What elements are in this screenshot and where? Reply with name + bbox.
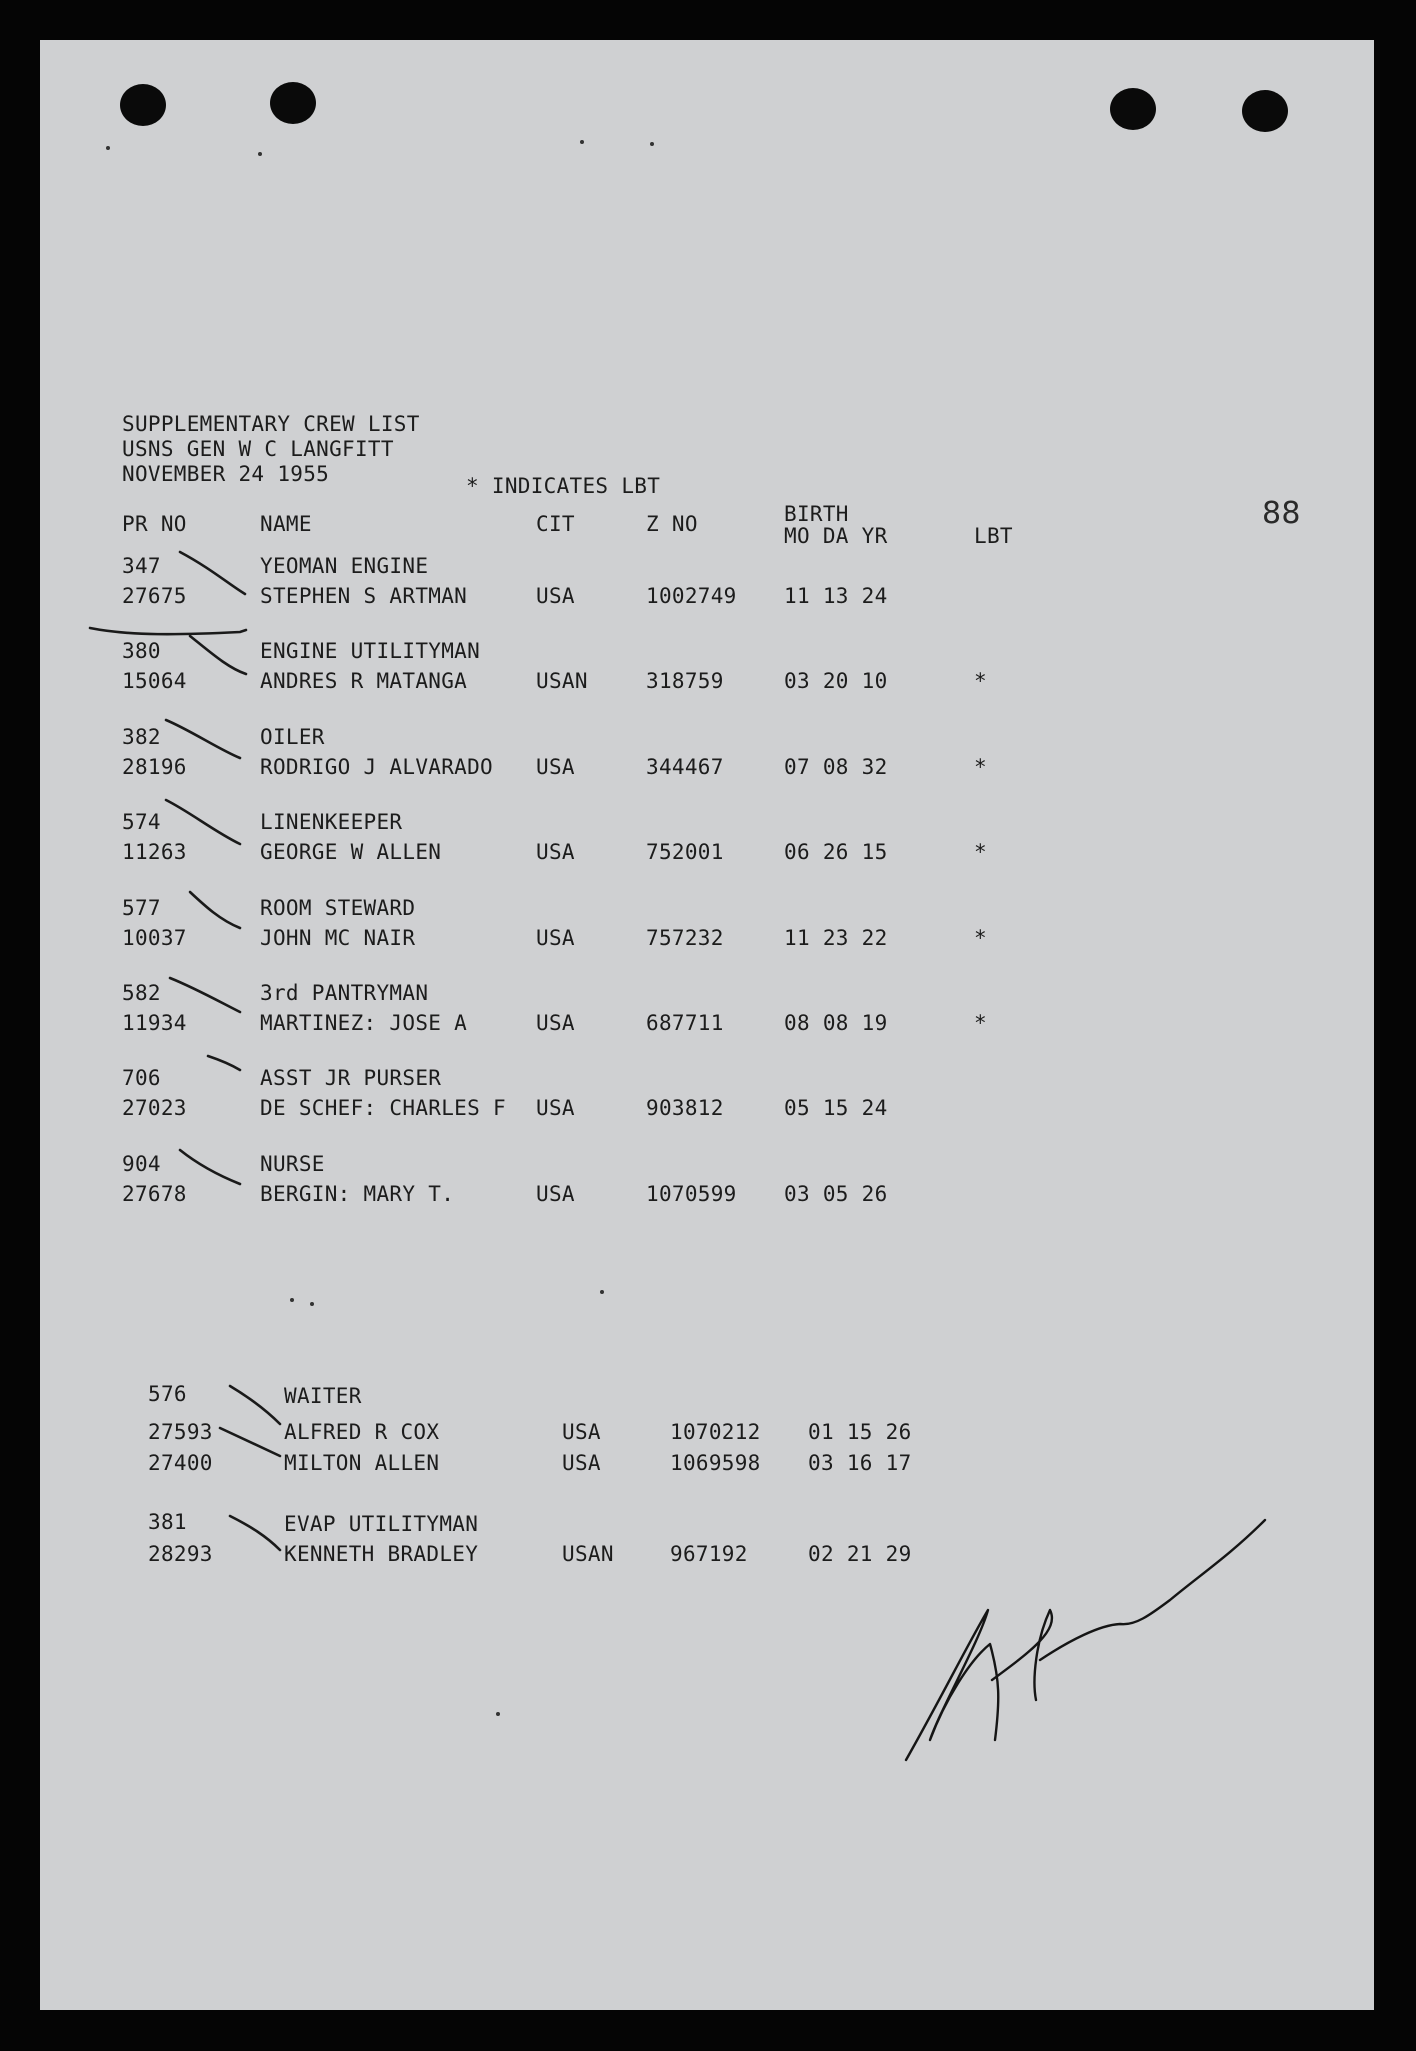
column-header-name: NAME (260, 512, 312, 536)
crew-name: ALFRED R COX (284, 1420, 440, 1444)
position-title: OILER (260, 724, 325, 749)
crew-name: ANDRES R MATANGA (260, 669, 468, 694)
citizenship: USA (536, 754, 575, 779)
position-title: ASST JR PURSER (260, 1066, 442, 1091)
citizenship: USA (536, 840, 575, 865)
position-title: YEOMAN ENGINE (260, 554, 429, 578)
pr-number: 582 (122, 981, 161, 1005)
position-title: LINENKEEPER (260, 810, 403, 835)
pr-number: 347 (122, 554, 161, 578)
ref-number: 10037 (122, 925, 187, 950)
crew-name: RODRIGO J ALVARADO (260, 754, 493, 779)
position-title: ROOM STEWARD (260, 895, 416, 920)
crew-name: MILTON ALLEN (284, 1451, 440, 1475)
birth-date: 01 15 26 (808, 1420, 912, 1444)
z-number: 1002749 (646, 584, 737, 608)
page-number: 88 (1262, 496, 1301, 531)
lbt-note: * INDICATES LBT (466, 474, 661, 498)
vessel-name: USNS GEN W C LANGFITT (122, 437, 394, 461)
crew-name: MARTINEZ: JOSE A (260, 1011, 468, 1035)
ref-number: 28293 (148, 1542, 213, 1566)
birth-date: 07 08 32 (784, 754, 888, 779)
ref-number: 27678 (122, 1181, 187, 1206)
column-header-pr-no: PR NO (122, 512, 187, 536)
ref-number: 27400 (148, 1451, 213, 1475)
ref-number: 27593 (148, 1420, 213, 1444)
position-title: EVAP UTILITYMAN (284, 1512, 479, 1536)
z-number: 757232 (646, 925, 724, 950)
position-title: ENGINE UTILITYMAN (260, 639, 481, 664)
birth-date: 11 23 22 (784, 925, 888, 950)
birth-date: 08 08 19 (784, 1011, 888, 1035)
citizenship: USAN (536, 669, 588, 694)
list-date: NOVEMBER 24 1955 (122, 462, 330, 486)
crew-name: BERGIN: MARY T. (260, 1181, 455, 1206)
lbt-marker: * (974, 925, 987, 950)
birth-date: 03 20 10 (784, 669, 888, 694)
pr-number: 706 (122, 1066, 161, 1091)
z-number: 1069598 (670, 1451, 761, 1475)
birth-date: 02 21 29 (808, 1542, 912, 1566)
position-title: NURSE (260, 1151, 325, 1176)
position-title: 3rd PANTRYMAN (260, 981, 429, 1005)
lbt-marker: * (974, 754, 987, 779)
birth-date: 03 05 26 (784, 1181, 888, 1206)
z-number: 1070599 (646, 1181, 737, 1206)
pr-number: 381 (148, 1510, 187, 1534)
signature (906, 1520, 1265, 1760)
z-number: 967192 (670, 1542, 748, 1566)
citizenship: USA (562, 1451, 601, 1475)
ref-number: 11263 (122, 840, 187, 865)
pen-marks (40, 40, 1374, 2010)
z-number: 752001 (646, 840, 724, 865)
z-number: 687711 (646, 1011, 724, 1035)
ref-number: 11934 (122, 1011, 187, 1035)
list-title: SUPPLEMENTARY CREW LIST (122, 412, 420, 436)
lbt-marker: * (974, 840, 987, 865)
column-header-cit: CIT (536, 512, 575, 536)
crew-name: STEPHEN S ARTMAN (260, 584, 468, 608)
citizenship: USA (536, 1181, 575, 1206)
citizenship: USA (562, 1420, 601, 1444)
z-number: 1070212 (670, 1420, 761, 1444)
birth-date: 06 26 15 (784, 840, 888, 865)
ref-number: 27675 (122, 584, 187, 608)
pr-number: 577 (122, 895, 161, 920)
citizenship: USA (536, 584, 575, 608)
column-header-mo-da-yr: MO DA YR (784, 524, 888, 548)
pr-number: 382 (122, 724, 161, 749)
document-page (40, 40, 1374, 2010)
pr-number: 574 (122, 810, 161, 835)
lbt-marker: * (974, 1011, 987, 1035)
pr-number: 576 (148, 1382, 187, 1406)
lbt-marker: * (974, 669, 987, 694)
ref-number: 27023 (122, 1096, 187, 1121)
z-number: 318759 (646, 669, 724, 694)
citizenship: USA (536, 1011, 575, 1035)
pr-number: 904 (122, 1151, 161, 1176)
z-number: 344467 (646, 754, 724, 779)
position-title: WAITER (284, 1384, 362, 1408)
z-number: 903812 (646, 1096, 724, 1121)
column-header-birth: BIRTH (784, 502, 849, 526)
column-header-lbt: LBT (974, 524, 1013, 548)
crew-name: GEORGE W ALLEN (260, 840, 442, 865)
citizenship: USA (536, 1096, 575, 1121)
crew-name: KENNETH BRADLEY (284, 1542, 479, 1566)
crew-name: DE SCHEF: CHARLES F (260, 1096, 506, 1121)
ref-number: 28196 (122, 754, 187, 779)
ref-number: 15064 (122, 669, 187, 694)
crew-name: JOHN MC NAIR (260, 925, 416, 950)
birth-date: 03 16 17 (808, 1451, 912, 1475)
pr-number: 380 (122, 639, 161, 664)
citizenship: USA (536, 925, 575, 950)
birth-date: 11 13 24 (784, 584, 888, 608)
birth-date: 05 15 24 (784, 1096, 888, 1121)
column-header-z-no: Z NO (646, 512, 698, 536)
citizenship: USAN (562, 1542, 614, 1566)
